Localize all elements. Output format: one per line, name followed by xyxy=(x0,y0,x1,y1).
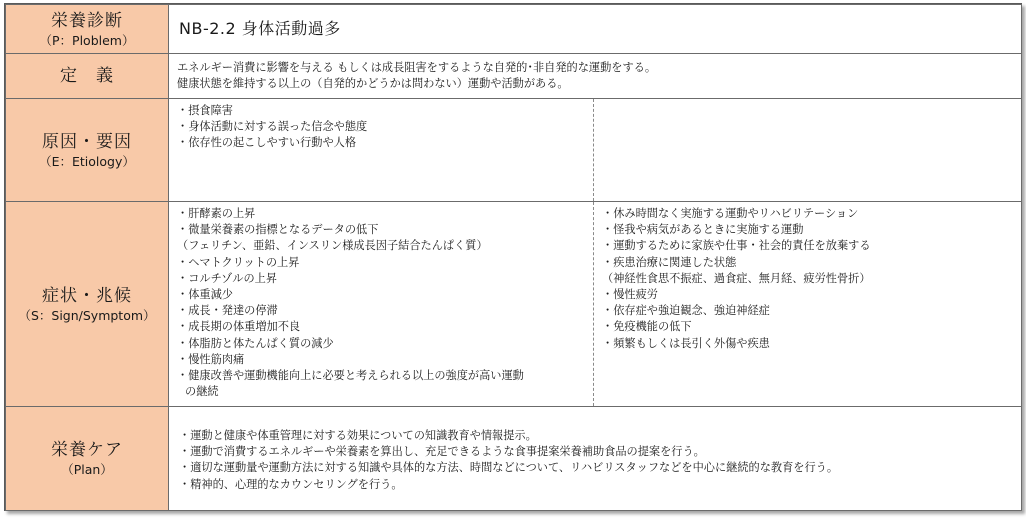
cause-item: ・身体活動に対する誤った信念や態度 xyxy=(177,120,368,134)
symptom-item: ・体脂肪と体たんぱく質の減少 xyxy=(177,336,334,350)
symptom-item: ・運動するために家族や仕事・社会的責任を放棄する xyxy=(602,239,871,253)
plan-item: ・精神的、心理的なカウンセリングを行う。 xyxy=(179,477,403,491)
symptom-item: ・微量栄養素の指標となるデータの低下 xyxy=(177,223,379,237)
symptom-right-cell xyxy=(594,202,1022,407)
row-definition xyxy=(6,54,1022,99)
plan-lines xyxy=(169,407,1021,497)
symptom-item: ・慢性筋肉痛 xyxy=(177,352,245,366)
symptom-header xyxy=(6,202,169,407)
cause-header xyxy=(6,99,169,202)
symptom-item: ・怪我や病気があるときに実施する運動 xyxy=(602,223,804,237)
definition-label: 定 義 xyxy=(60,66,114,86)
cause-item: ・摂食障害 xyxy=(177,104,233,117)
cause-left-cell xyxy=(169,99,594,202)
symptom-item: ・休み時間なく実施する運動やリハビリテーション xyxy=(602,207,859,220)
symptom-item: （フェリチン、亜鉛、インスリン様成長因子結合たんぱく質） xyxy=(177,239,488,253)
cause-label: 原因・要因 xyxy=(42,131,132,152)
cause-sub-label: （E：Etiology） xyxy=(39,153,135,169)
plan-item: ・運動で消費するエネルギーや栄養素を算出し、充足できるような食事提案栄養補助食品の提案を行う。 xyxy=(179,445,705,459)
symptom-item: ・体重減少 xyxy=(177,288,233,302)
symptom-item: ・免疫機能の低下 xyxy=(602,320,692,334)
nutrition-diagnosis-table xyxy=(4,3,1022,511)
definition-line: 健康状態を維持する以上の（自発的かどうかは問わない）運動や活動がある。 xyxy=(177,77,569,91)
diagnosis-label: 栄養診断 xyxy=(51,10,123,31)
plan-header xyxy=(6,407,169,511)
plan-item: ・適切な運動量や運動方法に対する知識や具体的な方法、時間などについて、リハビリスタッフなどを中心に継続的な教育を行う。 xyxy=(179,461,839,475)
definition-lines xyxy=(169,54,1021,96)
row-symptom xyxy=(6,202,1022,407)
symptom-item: ・依存症や強迫観念、強迫神経症 xyxy=(602,304,770,318)
symptom-item: ・頻繁もしくは長引く外傷や疾患 xyxy=(602,336,770,350)
cause-item: ・依存性の起こしやすい行動や人格 xyxy=(177,136,357,150)
symptom-item: ・成長・発達の停滞 xyxy=(177,304,278,318)
diagnosis-header xyxy=(6,5,169,54)
plan-sub-label: （Plan） xyxy=(61,462,113,477)
row-diagnosis xyxy=(6,5,1022,54)
row-plan xyxy=(6,407,1022,511)
symptom-item: ・コルチゾルの上昇 xyxy=(177,271,278,285)
symptom-item: ・慢性疲労 xyxy=(602,288,658,302)
definition-line: エネルギー消費に影響を与える もしくは成長阻害をするような自発的･非自発的な運動をする。 xyxy=(177,61,657,74)
row-cause xyxy=(6,99,1022,202)
definition-header xyxy=(6,54,169,99)
diagnosis-value: NB-2.2 身体活動過多 xyxy=(179,19,341,38)
symptom-item: ・成長期の体重増加不良 xyxy=(177,320,301,334)
plan-item: ・運動と健康や体重管理に対する効果についての知識教育や情報提示。 xyxy=(179,429,537,442)
diagnosis-sub-label: （P：Ploblem） xyxy=(39,32,135,48)
definition-cell xyxy=(169,54,1022,99)
plan-label: 栄養ケア xyxy=(51,440,123,460)
symptom-left-cell xyxy=(169,202,594,407)
symptom-right-list xyxy=(594,202,1021,356)
cause-right-cell xyxy=(594,99,1022,202)
symptom-sub-label: （S：Sign/Symptom） xyxy=(18,307,156,323)
symptom-item: ・健康改善や運動機能向上に必要と考えられる以上の強度が高い運動 xyxy=(177,369,524,383)
symptom-item: （神経性食思不振症、過食症、無月経、疲労性骨折） xyxy=(602,271,871,285)
symptom-item: ・ヘマトクリットの上昇 xyxy=(177,255,300,269)
symptom-label: 症状・兆候 xyxy=(42,285,132,306)
plan-cell xyxy=(169,407,1022,511)
symptom-item: ・疾患治療に関連した状態 xyxy=(602,255,737,269)
cause-left-list xyxy=(169,99,593,156)
diagnosis-cell xyxy=(169,5,1022,54)
symptom-item: ・肝酵素の上昇 xyxy=(177,207,256,220)
symptom-left-list xyxy=(169,202,593,404)
symptom-item: の継続 xyxy=(185,385,219,399)
